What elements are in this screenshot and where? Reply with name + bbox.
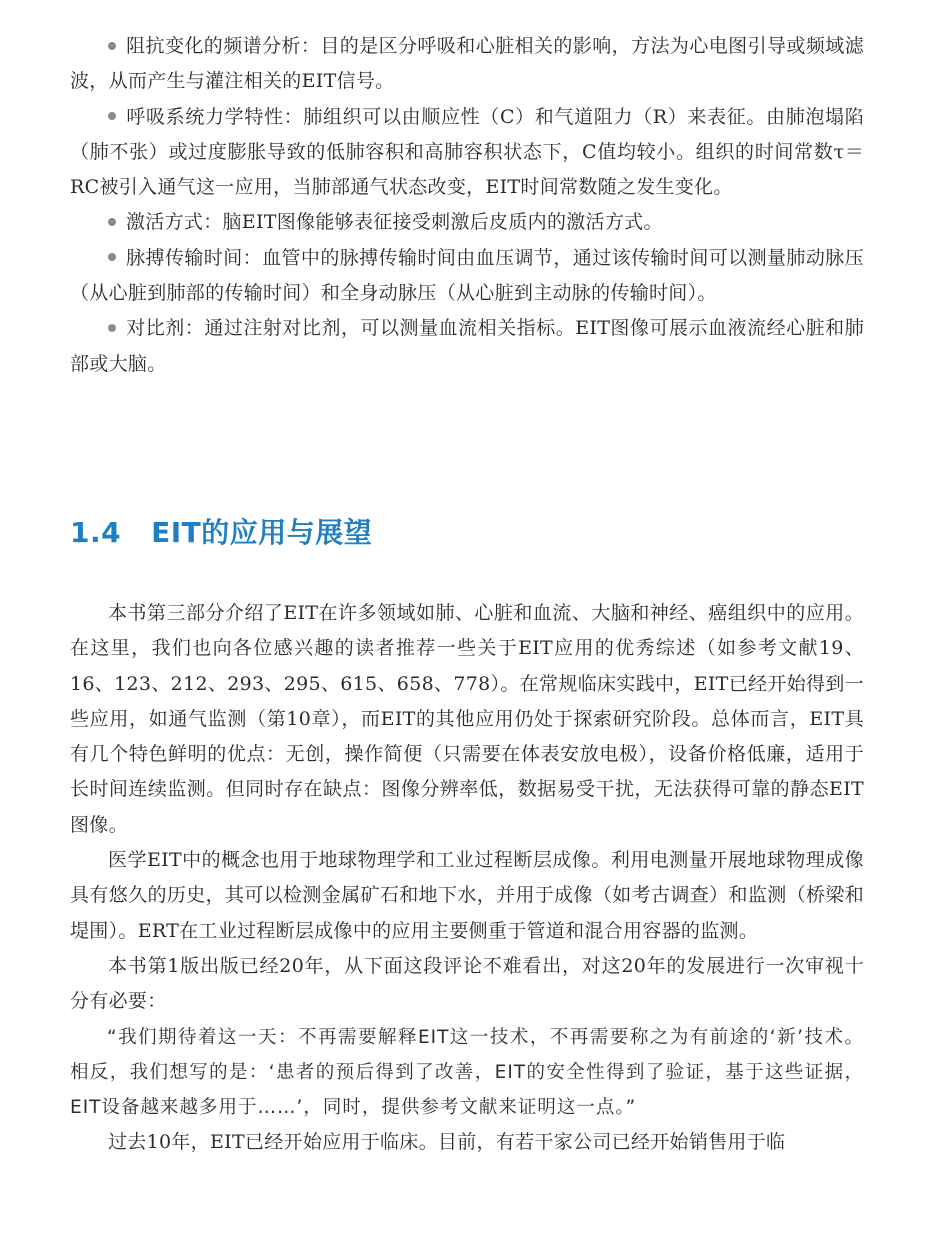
bullet-dot-icon [108, 42, 116, 50]
bullet-dot-icon [108, 218, 116, 226]
block-quote: “我们期待着这一天：不再需要解释EIT这一技术，不再需要称之为有前途的‘新’技术。相反，我们想写的是：‘患者的预后得到了改善，EIT的安全性得到了验证，基于这些证据，EIT设备越来越多用于……’，同时，提供参考文献来证明这一点。” [70, 1026, 864, 1119]
bullet-item: 脉搏传输时间：血管中的脉搏传输时间由血压调节，通过该传输时间可以测量肺动脉压（从心脏到肺部的传输时间）和全身动脉压（从心脏到主动脉的传输时间）。 [70, 246, 864, 305]
section-heading [70, 511, 372, 551]
paragraph: 本书第三部分介绍了EIT在许多领域如肺、心脏和血流、大脑和神经、癌组织中的应用。在这里，我们也向各位感兴趣的读者推荐一些关于EIT应用的优秀综述（如参考文献19、16、123、212、293、295、615、658、778）。在常规临床实践中，EIT已经开始得到一些应用，如通气监测（第10章），而EIT的其他应用仍处于探索研究阶段。总体而言，EIT具有几个特色鲜明的优点：无创，操作简便（只需要在体表安放电极），设备价格低廉，适用于长时间连续监测。但同时存在缺点：图像分辨率低，数据易受干扰，无法获得可靠的静态EIT图像。 [70, 602, 864, 836]
body-text [70, 596, 864, 1161]
bullet-list [70, 29, 864, 382]
bullet-dot-icon [108, 324, 116, 332]
bullet-item: 对比剂：通过注射对比剂，可以测量血流相关指标。EIT图像可展示血液流经心脏和肺部或大脑。 [70, 317, 864, 375]
paragraph: 医学EIT中的概念也用于地球物理学和工业过程断层成像。利用电测量开展地球物理成像具有悠久的历史，其可以检测金属矿石和地下水，并用于成像（如考古调查）和监测（桥梁和堤围）。ERT在工业过程断层成像中的应用主要侧重于管道和混合用容器的监测。 [70, 849, 864, 942]
bullet-item: 激活方式：脑EIT图像能够表征接受刺激后皮质内的激活方式。 [70, 205, 864, 240]
bullet-dot-icon [108, 253, 116, 261]
section-number: 1.4 [70, 516, 122, 549]
paragraph: 本书第1版出版已经20年，从下面这段评论不难看出，对这20年的发展进行一次审视十分有必要： [70, 954, 864, 1013]
paragraph: 过去10年，EIT已经开始应用于临床。目前，有若干家公司已经开始销售用于临 [108, 1131, 786, 1154]
bullet-dot-icon [108, 112, 116, 120]
bullet-item: 阻抗变化的频谱分析：目的是区分呼吸和心脏相关的影响，方法为心电图引导或频域滤波，从而产生与灌注相关的EIT信号。 [70, 35, 864, 93]
section-title: EIT的应用与展望 [151, 516, 373, 549]
bullet-item: 呼吸系统力学特性：肺组织可以由顺应性（C）和气道阻力（R）来表征。由肺泡塌陷（肺不张）或过度膨胀导致的低肺容积和高肺容积状态下，C值均较小。组织的时间常数τ＝RC被引入通气这一应用，当肺部通气状态改变，EIT时间常数随之发生变化。 [70, 105, 864, 199]
